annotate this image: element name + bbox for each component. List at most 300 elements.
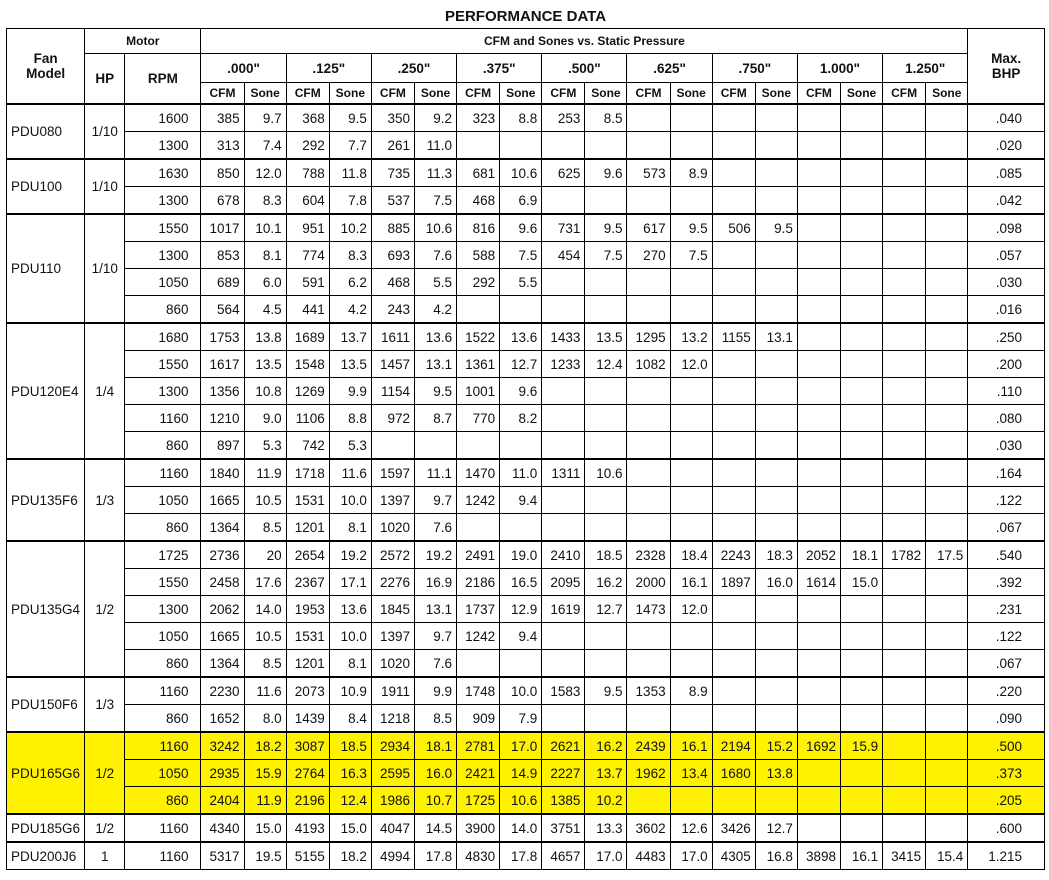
sone-cell xyxy=(926,214,968,242)
sone-cell xyxy=(755,459,797,487)
sone-cell: 13.1 xyxy=(414,596,456,623)
cfm-cell: 1748 xyxy=(457,677,500,705)
cfm-cell: 1201 xyxy=(286,650,329,678)
sone-cell xyxy=(755,296,797,324)
sone-cell xyxy=(926,760,968,787)
hp-cell: 1/10 xyxy=(85,214,125,323)
table-row xyxy=(7,405,1045,432)
cfm-cell xyxy=(797,650,840,678)
sone-cell xyxy=(670,269,712,296)
cfm-cell: 1531 xyxy=(286,487,329,514)
sone-cell xyxy=(500,132,542,160)
rpm-cell: 1725 xyxy=(125,541,201,569)
max-bhp-cell: .057 xyxy=(968,242,1045,269)
sone-cell xyxy=(585,269,627,296)
max-bhp-cell: .085 xyxy=(968,159,1045,187)
sone-cell: 16.0 xyxy=(755,569,797,596)
sone-cell: 18.2 xyxy=(244,732,286,760)
cfm-cell: 292 xyxy=(286,132,329,160)
sone-cell xyxy=(841,677,883,705)
sone-cell: 16.3 xyxy=(329,760,371,787)
sone-cell: 15.9 xyxy=(244,760,286,787)
rpm-cell: 1300 xyxy=(125,378,201,405)
sone-cell xyxy=(926,159,968,187)
cfm-cell: 850 xyxy=(201,159,244,187)
sone-cell xyxy=(841,787,883,815)
sone-cell xyxy=(755,432,797,460)
cfm-cell: 2276 xyxy=(371,569,414,596)
hp-cell: 1/4 xyxy=(85,323,125,459)
sone-cell: 7.5 xyxy=(414,187,456,215)
cfm-cell: 2934 xyxy=(371,732,414,760)
cfm-cell xyxy=(797,787,840,815)
sone-cell xyxy=(841,760,883,787)
fan-model-cell: PDU120E4 xyxy=(7,323,85,459)
rpm-cell: 860 xyxy=(125,650,201,678)
rpm-cell: 1160 xyxy=(125,459,201,487)
sone-cell xyxy=(585,296,627,324)
sone-cell xyxy=(841,242,883,269)
table-row xyxy=(7,159,1045,187)
sone-cell xyxy=(755,104,797,132)
cfm-cell: 270 xyxy=(627,242,670,269)
table-row xyxy=(7,432,1045,460)
cfm-cell xyxy=(797,760,840,787)
cfm-cell: 1385 xyxy=(542,787,585,815)
sone-cell: 6.9 xyxy=(500,187,542,215)
cfm-cell: 2764 xyxy=(286,760,329,787)
cfm-cell xyxy=(542,296,585,324)
cfm-cell: 588 xyxy=(457,242,500,269)
fan-model-cell: PDU110 xyxy=(7,214,85,323)
sone-cell: 17.0 xyxy=(670,842,712,870)
cfm-cell: 1737 xyxy=(457,596,500,623)
cfm-subheader: CFM xyxy=(286,83,329,105)
cfm-cell: 617 xyxy=(627,214,670,242)
cfm-subheader: CFM xyxy=(627,83,670,105)
sone-cell xyxy=(670,650,712,678)
max-bhp-cell: .090 xyxy=(968,705,1045,733)
sone-cell xyxy=(585,487,627,514)
cfm-cell xyxy=(712,459,755,487)
sone-cell: 10.7 xyxy=(414,787,456,815)
cfm-cell: 1986 xyxy=(371,787,414,815)
sone-cell xyxy=(926,677,968,705)
motor-header: Motor xyxy=(85,29,201,54)
pressure-header: .125" xyxy=(286,54,371,83)
cfm-cell: 1269 xyxy=(286,378,329,405)
cfm-cell: 3898 xyxy=(797,842,840,870)
cfm-cell xyxy=(883,323,926,351)
cfm-cell: 1218 xyxy=(371,705,414,733)
cfm-cell: 1548 xyxy=(286,351,329,378)
max-bhp-cell: .042 xyxy=(968,187,1045,215)
sone-cell xyxy=(670,487,712,514)
sone-cell: 11.9 xyxy=(244,787,286,815)
sone-cell xyxy=(414,432,456,460)
max-bhp-cell: .080 xyxy=(968,405,1045,432)
cfm-cell: 742 xyxy=(286,432,329,460)
cfm-subheader: CFM xyxy=(457,83,500,105)
cfm-cell: 1845 xyxy=(371,596,414,623)
cfm-cell xyxy=(797,296,840,324)
cfm-cell: 1897 xyxy=(712,569,755,596)
rpm-cell: 1680 xyxy=(125,323,201,351)
cfm-cell xyxy=(797,596,840,623)
cfm-cell xyxy=(797,814,840,842)
cfm-cell: 1242 xyxy=(457,487,500,514)
max-bhp-cell: .098 xyxy=(968,214,1045,242)
cfm-cell xyxy=(712,405,755,432)
sone-cell: 9.0 xyxy=(244,405,286,432)
cfm-cell: 1718 xyxy=(286,459,329,487)
sone-cell: 14.0 xyxy=(244,596,286,623)
sone-cell: 13.1 xyxy=(755,323,797,351)
cfm-cell xyxy=(542,187,585,215)
pressure-header: .625" xyxy=(627,54,712,83)
fan-model-cell: PDU100 xyxy=(7,159,85,214)
sone-cell xyxy=(500,432,542,460)
sone-cell xyxy=(500,650,542,678)
sone-cell: 7.6 xyxy=(414,242,456,269)
fan-model-header xyxy=(7,29,85,105)
sone-cell xyxy=(926,296,968,324)
cfm-cell: 2194 xyxy=(712,732,755,760)
cfm-cell: 5155 xyxy=(286,842,329,870)
sone-cell xyxy=(926,323,968,351)
cfm-cell: 1619 xyxy=(542,596,585,623)
sone-cell xyxy=(926,596,968,623)
sone-subheader: Sone xyxy=(414,83,456,105)
cfm-cell: 1725 xyxy=(457,787,500,815)
cfm-cell: 1397 xyxy=(371,487,414,514)
sone-cell: 8.5 xyxy=(585,104,627,132)
fan-model-cell: PDU080 xyxy=(7,104,85,159)
cfm-cell: 1364 xyxy=(201,650,244,678)
cfm-cell xyxy=(542,269,585,296)
cfm-cell xyxy=(883,351,926,378)
sone-cell: 5.3 xyxy=(244,432,286,460)
cfm-cell: 1356 xyxy=(201,378,244,405)
cfm-cell xyxy=(883,405,926,432)
sone-cell: 4.2 xyxy=(414,296,456,324)
sone-cell: 7.4 xyxy=(244,132,286,160)
max-bhp-header-line1: Max. xyxy=(991,51,1022,66)
cfm-cell xyxy=(457,650,500,678)
cfm-cell xyxy=(797,432,840,460)
sone-cell: 8.0 xyxy=(244,705,286,733)
sone-cell xyxy=(755,242,797,269)
sone-cell xyxy=(926,459,968,487)
hp-cell: 1/3 xyxy=(85,459,125,541)
cfm-cell: 2935 xyxy=(201,760,244,787)
sone-cell: 17.8 xyxy=(500,842,542,870)
table-row xyxy=(7,132,1045,160)
sone-cell: 11.1 xyxy=(414,459,456,487)
cfm-cell xyxy=(457,514,500,542)
pressure-header: 1.250" xyxy=(883,54,968,83)
cfm-cell xyxy=(797,459,840,487)
sone-cell: 15.0 xyxy=(244,814,286,842)
sone-cell: 12.7 xyxy=(500,351,542,378)
cfm-cell xyxy=(883,732,926,760)
sone-cell: 18.2 xyxy=(329,842,371,870)
sone-subheader: Sone xyxy=(500,83,542,105)
cfm-cell xyxy=(797,104,840,132)
sone-cell: 9.5 xyxy=(414,378,456,405)
cfm-cell: 885 xyxy=(371,214,414,242)
sone-cell xyxy=(841,214,883,242)
fan-model-cell: PDU165G6 xyxy=(7,732,85,814)
sone-cell xyxy=(926,487,968,514)
max-bhp-cell: .040 xyxy=(968,104,1045,132)
sone-cell: 8.9 xyxy=(670,159,712,187)
cfm-cell: 2736 xyxy=(201,541,244,569)
table-header xyxy=(7,4,1045,104)
sone-cell xyxy=(755,623,797,650)
cfm-cell xyxy=(883,596,926,623)
cfm-cell xyxy=(627,459,670,487)
sone-cell: 13.2 xyxy=(670,323,712,351)
sone-cell xyxy=(841,432,883,460)
sone-cell: 17.6 xyxy=(244,569,286,596)
sone-cell: 12.0 xyxy=(244,159,286,187)
sone-cell xyxy=(841,351,883,378)
cfm-cell: 3426 xyxy=(712,814,755,842)
hp-header: HP xyxy=(85,54,125,105)
cfm-cell: 1617 xyxy=(201,351,244,378)
cfm-cell: 604 xyxy=(286,187,329,215)
sone-cell: 4.2 xyxy=(329,296,371,324)
cfm-cell: 2654 xyxy=(286,541,329,569)
cfm-cell: 4340 xyxy=(201,814,244,842)
cfm-cell xyxy=(712,269,755,296)
sone-cell: 9.4 xyxy=(500,623,542,650)
sone-cell xyxy=(755,159,797,187)
sone-cell: 18.1 xyxy=(841,541,883,569)
cfm-cell: 1840 xyxy=(201,459,244,487)
sone-cell: 7.9 xyxy=(500,705,542,733)
cfm-cell xyxy=(883,269,926,296)
cfm-cell xyxy=(712,514,755,542)
sone-cell: 7.6 xyxy=(414,650,456,678)
cfm-cell xyxy=(627,487,670,514)
sone-cell: 12.0 xyxy=(670,351,712,378)
sone-cell xyxy=(841,705,883,733)
sone-cell xyxy=(670,187,712,215)
sone-cell: 9.2 xyxy=(414,104,456,132)
cfm-cell: 2781 xyxy=(457,732,500,760)
cfm-cell xyxy=(712,296,755,324)
sone-cell: 20 xyxy=(244,541,286,569)
sone-cell: 11.6 xyxy=(329,459,371,487)
cfm-cell: 1001 xyxy=(457,378,500,405)
cfm-cell xyxy=(883,432,926,460)
cfm-cell: 1020 xyxy=(371,650,414,678)
sone-cell: 11.8 xyxy=(329,159,371,187)
cfm-cell: 1522 xyxy=(457,323,500,351)
table-row xyxy=(7,378,1045,405)
sone-cell xyxy=(926,242,968,269)
table-row xyxy=(7,487,1045,514)
sone-cell: 16.1 xyxy=(841,842,883,870)
rpm-cell: 1050 xyxy=(125,760,201,787)
hp-cell: 1/3 xyxy=(85,677,125,732)
sone-cell: 9.5 xyxy=(755,214,797,242)
max-bhp-cell: .250 xyxy=(968,323,1045,351)
table-body xyxy=(7,104,1045,870)
sone-cell: 12.7 xyxy=(755,814,797,842)
sone-cell xyxy=(670,623,712,650)
sone-cell xyxy=(926,104,968,132)
sone-subheader: Sone xyxy=(670,83,712,105)
cfm-cell: 788 xyxy=(286,159,329,187)
cfm-cell: 735 xyxy=(371,159,414,187)
table-row xyxy=(7,269,1045,296)
cfm-cell: 1531 xyxy=(286,623,329,650)
cfm-cell xyxy=(883,378,926,405)
max-bhp-cell: .600 xyxy=(968,814,1045,842)
cfm-cell: 1439 xyxy=(286,705,329,733)
cfm-cell: 1242 xyxy=(457,623,500,650)
table-row xyxy=(7,732,1045,760)
rpm-cell: 860 xyxy=(125,787,201,815)
cfm-cell xyxy=(712,787,755,815)
rpm-cell: 1050 xyxy=(125,269,201,296)
table-row xyxy=(7,351,1045,378)
cfm-cell xyxy=(797,623,840,650)
sone-cell xyxy=(841,405,883,432)
cfm-cell: 2328 xyxy=(627,541,670,569)
sone-cell: 17.0 xyxy=(500,732,542,760)
cfm-cell xyxy=(627,104,670,132)
table-row xyxy=(7,459,1045,487)
cfm-cell: 1583 xyxy=(542,677,585,705)
cfm-cell: 774 xyxy=(286,242,329,269)
sone-cell: 12.6 xyxy=(670,814,712,842)
sone-cell: 12.4 xyxy=(329,787,371,815)
table-row xyxy=(7,623,1045,650)
cfm-cell xyxy=(883,296,926,324)
cfm-cell xyxy=(627,787,670,815)
sone-cell: 10.5 xyxy=(244,623,286,650)
cfm-cell: 693 xyxy=(371,242,414,269)
sone-cell xyxy=(500,296,542,324)
cfm-cell: 3415 xyxy=(883,842,926,870)
sone-cell xyxy=(755,677,797,705)
cfm-cell: 1473 xyxy=(627,596,670,623)
cfm-cell xyxy=(542,405,585,432)
sone-cell: 18.1 xyxy=(414,732,456,760)
cfm-cell: 1665 xyxy=(201,487,244,514)
cfm-subheader: CFM xyxy=(712,83,755,105)
cfm-cell: 1680 xyxy=(712,760,755,787)
cfm-cell: 2062 xyxy=(201,596,244,623)
cfm-cell xyxy=(883,787,926,815)
sone-cell: 12.0 xyxy=(670,596,712,623)
sone-cell: 8.7 xyxy=(414,405,456,432)
rpm-cell: 1550 xyxy=(125,214,201,242)
sone-cell: 19.0 xyxy=(500,541,542,569)
max-bhp-cell: .067 xyxy=(968,514,1045,542)
cfm-cell: 2095 xyxy=(542,569,585,596)
rpm-cell: 1050 xyxy=(125,487,201,514)
cfm-cell: 678 xyxy=(201,187,244,215)
rpm-cell: 860 xyxy=(125,432,201,460)
fan-model-cell: PDU135G4 xyxy=(7,541,85,677)
rpm-cell: 1300 xyxy=(125,242,201,269)
cfm-cell xyxy=(712,351,755,378)
sone-cell xyxy=(926,351,968,378)
sone-cell xyxy=(585,378,627,405)
sone-subheader: Sone xyxy=(841,83,883,105)
cfm-cell: 816 xyxy=(457,214,500,242)
cfm-cell xyxy=(712,159,755,187)
cfm-cell: 1614 xyxy=(797,569,840,596)
rpm-cell: 860 xyxy=(125,705,201,733)
sone-cell xyxy=(670,405,712,432)
rpm-cell: 1160 xyxy=(125,732,201,760)
max-bhp-cell: .205 xyxy=(968,787,1045,815)
sone-cell: 13.8 xyxy=(244,323,286,351)
sone-cell xyxy=(926,187,968,215)
cfm-cell xyxy=(797,677,840,705)
cfm-cell xyxy=(797,351,840,378)
cfm-cell xyxy=(712,104,755,132)
max-bhp-cell: .200 xyxy=(968,351,1045,378)
sone-cell xyxy=(755,405,797,432)
sone-cell: 10.2 xyxy=(329,214,371,242)
sone-cell xyxy=(926,623,968,650)
table-row xyxy=(7,842,1045,870)
sone-cell: 7.8 xyxy=(329,187,371,215)
sone-cell: 7.5 xyxy=(670,242,712,269)
cfm-cell xyxy=(627,623,670,650)
sone-cell: 11.6 xyxy=(244,677,286,705)
cfm-cell xyxy=(627,296,670,324)
table-row xyxy=(7,323,1045,351)
cfm-cell xyxy=(883,187,926,215)
sone-cell xyxy=(670,296,712,324)
cfm-cell: 4047 xyxy=(371,814,414,842)
cfm-cell: 1470 xyxy=(457,459,500,487)
table-row xyxy=(7,705,1045,733)
cfm-cell xyxy=(627,432,670,460)
sone-cell: 15.0 xyxy=(329,814,371,842)
sone-subheader: Sone xyxy=(329,83,371,105)
cfm-cell xyxy=(457,132,500,160)
cfm-cell: 591 xyxy=(286,269,329,296)
sone-cell xyxy=(841,296,883,324)
table-row xyxy=(7,242,1045,269)
cfm-cell xyxy=(883,104,926,132)
rpm-cell: 1300 xyxy=(125,132,201,160)
hp-cell: 1/2 xyxy=(85,814,125,842)
cfm-cell xyxy=(627,514,670,542)
sone-cell: 19.2 xyxy=(414,541,456,569)
sone-cell: 8.1 xyxy=(329,514,371,542)
sone-cell: 10.0 xyxy=(329,623,371,650)
cfm-cell: 1311 xyxy=(542,459,585,487)
fan-model-cell: PDU200J6 xyxy=(7,842,85,870)
sone-cell: 9.5 xyxy=(585,214,627,242)
rpm-cell: 1160 xyxy=(125,677,201,705)
sone-cell xyxy=(670,459,712,487)
max-bhp-cell: .540 xyxy=(968,541,1045,569)
cfm-cell: 2491 xyxy=(457,541,500,569)
sone-cell xyxy=(841,132,883,160)
sone-cell: 16.2 xyxy=(585,732,627,760)
